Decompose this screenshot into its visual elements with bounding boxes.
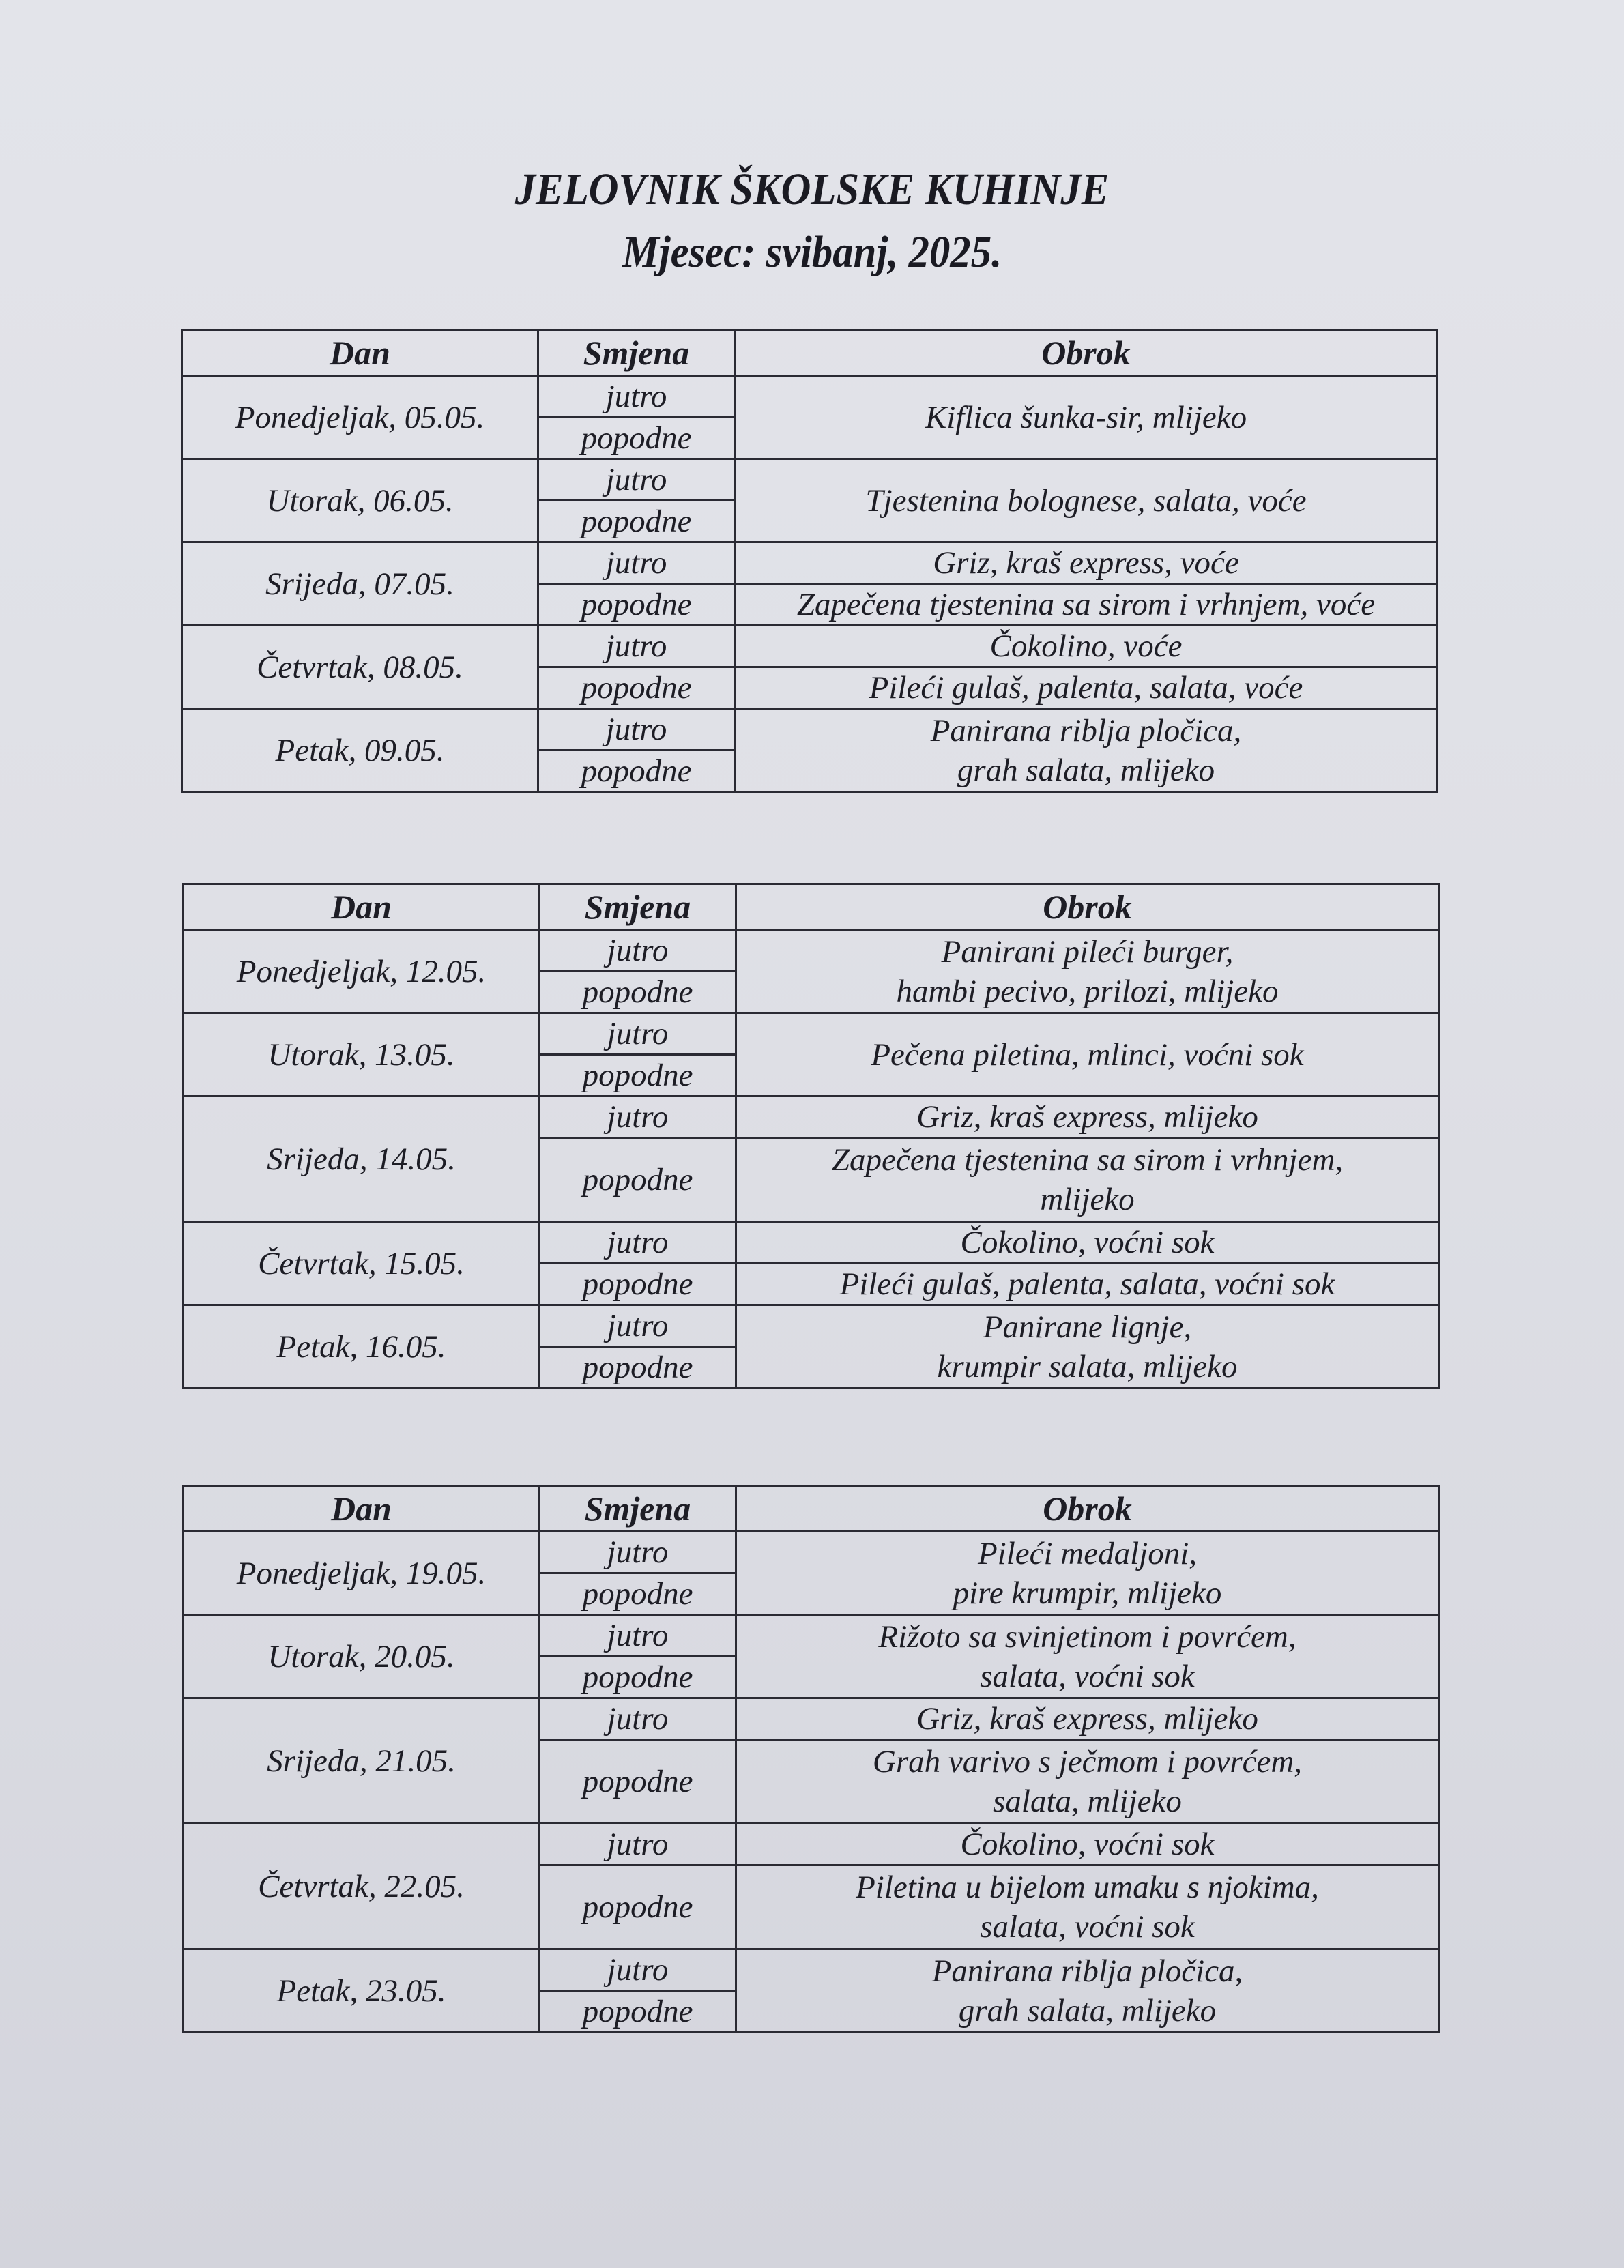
shift-cell-afternoon: popodne <box>540 1657 736 1698</box>
meal-cell <box>735 376 1438 459</box>
meal-text: krumpir salata, mlijeko <box>937 1348 1238 1384</box>
meal-text: pire krumpir, mlijeko <box>953 1575 1222 1611</box>
table-row <box>184 1013 1439 1055</box>
day-cell: Četvrtak, 22.05. <box>184 1824 540 1949</box>
meal-cell-afternoon <box>736 1865 1439 1949</box>
header-shift: Smjena <box>540 884 736 930</box>
meal-text: Pileći gulaš, palenta, salata, voće <box>869 670 1303 706</box>
day-cell: Četvrtak, 08.05. <box>182 626 538 709</box>
day-cell: Srijeda, 14.05. <box>184 1096 540 1222</box>
meal-text: Pileći gulaš, palenta, salata, voćni sok <box>839 1266 1335 1302</box>
meal-text: Pečena piletina, mlinci, voćni sok <box>871 1036 1304 1073</box>
day-cell: Srijeda, 07.05. <box>182 542 538 626</box>
day-cell: Utorak, 13.05. <box>184 1013 540 1096</box>
meal-text: mlijeko <box>1040 1182 1135 1217</box>
meal-text: Tjestenina bolognese, salata, voće <box>865 482 1307 519</box>
shift-cell-morning: jutro <box>538 542 735 584</box>
shift-cell-afternoon: popodne <box>538 667 735 709</box>
table-row <box>182 376 1438 418</box>
meal-text: Griz, kraš express, voće <box>933 545 1239 581</box>
shift-cell-morning: jutro <box>538 709 735 751</box>
table-header-row <box>184 1486 1439 1532</box>
day-cell: Petak, 16.05. <box>184 1305 540 1389</box>
shift-cell-afternoon: popodne <box>540 1740 736 1824</box>
table-row <box>184 1222 1439 1264</box>
meal-text: Zapečena tjestenina sa sirom i vrhnjem, voće <box>796 587 1376 622</box>
shift-cell-afternoon: popodne <box>538 501 735 542</box>
header-day: Dan <box>184 884 540 930</box>
shift-cell-morning: jutro <box>540 1949 736 1991</box>
header-meal: Obrok <box>736 884 1439 930</box>
header-shift: Smjena <box>538 330 735 376</box>
table-row <box>184 1949 1439 1991</box>
day-cell: Petak, 23.05. <box>184 1949 540 2033</box>
meal-text: Panirani pileći burger, <box>941 933 1234 970</box>
shift-cell-morning: jutro <box>540 1698 736 1740</box>
table-row <box>184 1824 1439 1865</box>
header-day: Dan <box>182 330 538 376</box>
shift-cell-afternoon: popodne <box>540 972 736 1013</box>
shift-cell-morning: jutro <box>538 626 735 667</box>
table-header-row <box>184 884 1439 930</box>
shift-cell-morning: jutro <box>538 376 735 418</box>
day-cell: Utorak, 06.05. <box>182 459 538 542</box>
meal-cell-afternoon <box>736 1138 1439 1222</box>
meal-text: Grah varivo s ječmom i povrćem, <box>872 1744 1303 1779</box>
table-row <box>184 1615 1439 1657</box>
shift-cell-afternoon: popodne <box>538 751 735 792</box>
day-cell: Petak, 09.05. <box>182 709 538 792</box>
meal-cell-afternoon <box>736 1740 1439 1824</box>
meal-cell-morning <box>735 626 1438 667</box>
meal-text: Čokolino, voćni sok <box>960 1225 1215 1260</box>
header-shift: Smjena <box>540 1486 736 1532</box>
meal-cell-morning <box>736 1096 1439 1138</box>
title-block <box>0 158 1624 284</box>
meal-text: grah salata, mlijeko <box>957 752 1215 788</box>
table-row <box>182 626 1438 667</box>
day-cell: Ponedjeljak, 19.05. <box>184 1532 540 1615</box>
meal-text: salata, voćni sok <box>980 1909 1195 1945</box>
meal-cell-morning <box>736 1698 1439 1740</box>
meal-text: Piletina u bijelom umaku s njokima, <box>856 1870 1319 1905</box>
day-cell: Srijeda, 21.05. <box>184 1698 540 1824</box>
menu-table-week-1 <box>181 329 1438 793</box>
document-subtitle: Mjesec: svibanj, 2025. <box>622 227 1002 277</box>
day-cell: Četvrtak, 15.05. <box>184 1222 540 1305</box>
shift-cell-morning: jutro <box>540 1222 736 1264</box>
shift-cell-morning: jutro <box>540 1532 736 1573</box>
shift-cell-morning: jutro <box>540 1305 736 1347</box>
menu-table-week-3 <box>182 1485 1440 2033</box>
shift-cell-afternoon: popodne <box>540 1347 736 1389</box>
meal-cell <box>736 1013 1439 1096</box>
meal-text: Panirane lignje, <box>983 1309 1192 1345</box>
meal-text: Pileći medaljoni, <box>977 1535 1198 1571</box>
shift-cell-afternoon: popodne <box>540 1865 736 1949</box>
meal-cell-morning <box>736 1824 1439 1865</box>
meal-cell <box>736 1949 1439 2033</box>
shift-cell-morning: jutro <box>540 1824 736 1865</box>
meal-text: Panirana riblja pločica, <box>930 712 1242 748</box>
header-meal: Obrok <box>735 330 1438 376</box>
meal-text: Griz, kraš express, mlijeko <box>916 1701 1258 1736</box>
shift-cell-afternoon: popodne <box>540 1991 736 2033</box>
meal-cell <box>735 709 1438 792</box>
meal-cell <box>736 930 1439 1013</box>
shift-cell-afternoon: popodne <box>540 1573 736 1615</box>
document-title: JELOVNIK ŠKOLSKE KUHINJE <box>514 164 1110 214</box>
shift-cell-morning: jutro <box>540 1615 736 1657</box>
meal-text: Panirana riblja pločica, <box>931 1953 1243 1989</box>
meal-cell-morning <box>736 1222 1439 1264</box>
shift-cell-afternoon: popodne <box>538 418 735 459</box>
meal-cell-afternoon <box>736 1264 1439 1305</box>
meal-text: Zapečena tjestenina sa sirom i vrhnjem, <box>831 1142 1344 1178</box>
table-row <box>182 709 1438 751</box>
meal-cell-afternoon <box>735 667 1438 709</box>
meal-text: Čokolino, voće <box>989 628 1183 664</box>
meal-text: Kiflica šunka-sir, mlijeko <box>925 399 1247 435</box>
meal-text: grah salata, mlijeko <box>958 1992 1217 2029</box>
day-cell: Ponedjeljak, 05.05. <box>182 376 538 459</box>
header-meal: Obrok <box>736 1486 1439 1532</box>
table-row <box>184 1305 1439 1347</box>
meal-text: salata, voćni sok <box>980 1658 1195 1694</box>
meal-cell-afternoon <box>735 584 1438 626</box>
shift-cell-morning: jutro <box>540 1096 736 1138</box>
meal-text: Griz, kraš express, mlijeko <box>916 1099 1258 1135</box>
meal-text: Čokolino, voćni sok <box>960 1827 1215 1862</box>
shift-cell-afternoon: popodne <box>540 1055 736 1096</box>
meal-text: Rižoto sa svinjetinom i povrćem, <box>878 1618 1296 1655</box>
table-row <box>182 459 1438 501</box>
shift-cell-morning: jutro <box>540 930 736 972</box>
table-row <box>184 1698 1439 1740</box>
shift-cell-morning: jutro <box>540 1013 736 1055</box>
table-row <box>184 930 1439 972</box>
day-cell: Utorak, 20.05. <box>184 1615 540 1698</box>
meal-text: hambi pecivo, prilozi, mlijeko <box>896 973 1279 1009</box>
header-day: Dan <box>184 1486 540 1532</box>
shift-cell-afternoon: popodne <box>540 1264 736 1305</box>
meal-cell <box>735 459 1438 542</box>
table-row <box>184 1096 1439 1138</box>
menu-table-week-2 <box>182 883 1440 1389</box>
table-row <box>184 1532 1439 1573</box>
meal-cell-morning <box>735 542 1438 584</box>
shift-cell-afternoon: popodne <box>540 1138 736 1222</box>
shift-cell-afternoon: popodne <box>538 584 735 626</box>
shift-cell-morning: jutro <box>538 459 735 501</box>
meal-cell <box>736 1532 1439 1615</box>
day-cell: Ponedjeljak, 12.05. <box>184 930 540 1013</box>
meal-cell <box>736 1615 1439 1698</box>
meal-text: salata, mlijeko <box>993 1784 1182 1819</box>
table-header-row <box>182 330 1438 376</box>
table-row <box>182 542 1438 584</box>
meal-cell <box>736 1305 1439 1389</box>
